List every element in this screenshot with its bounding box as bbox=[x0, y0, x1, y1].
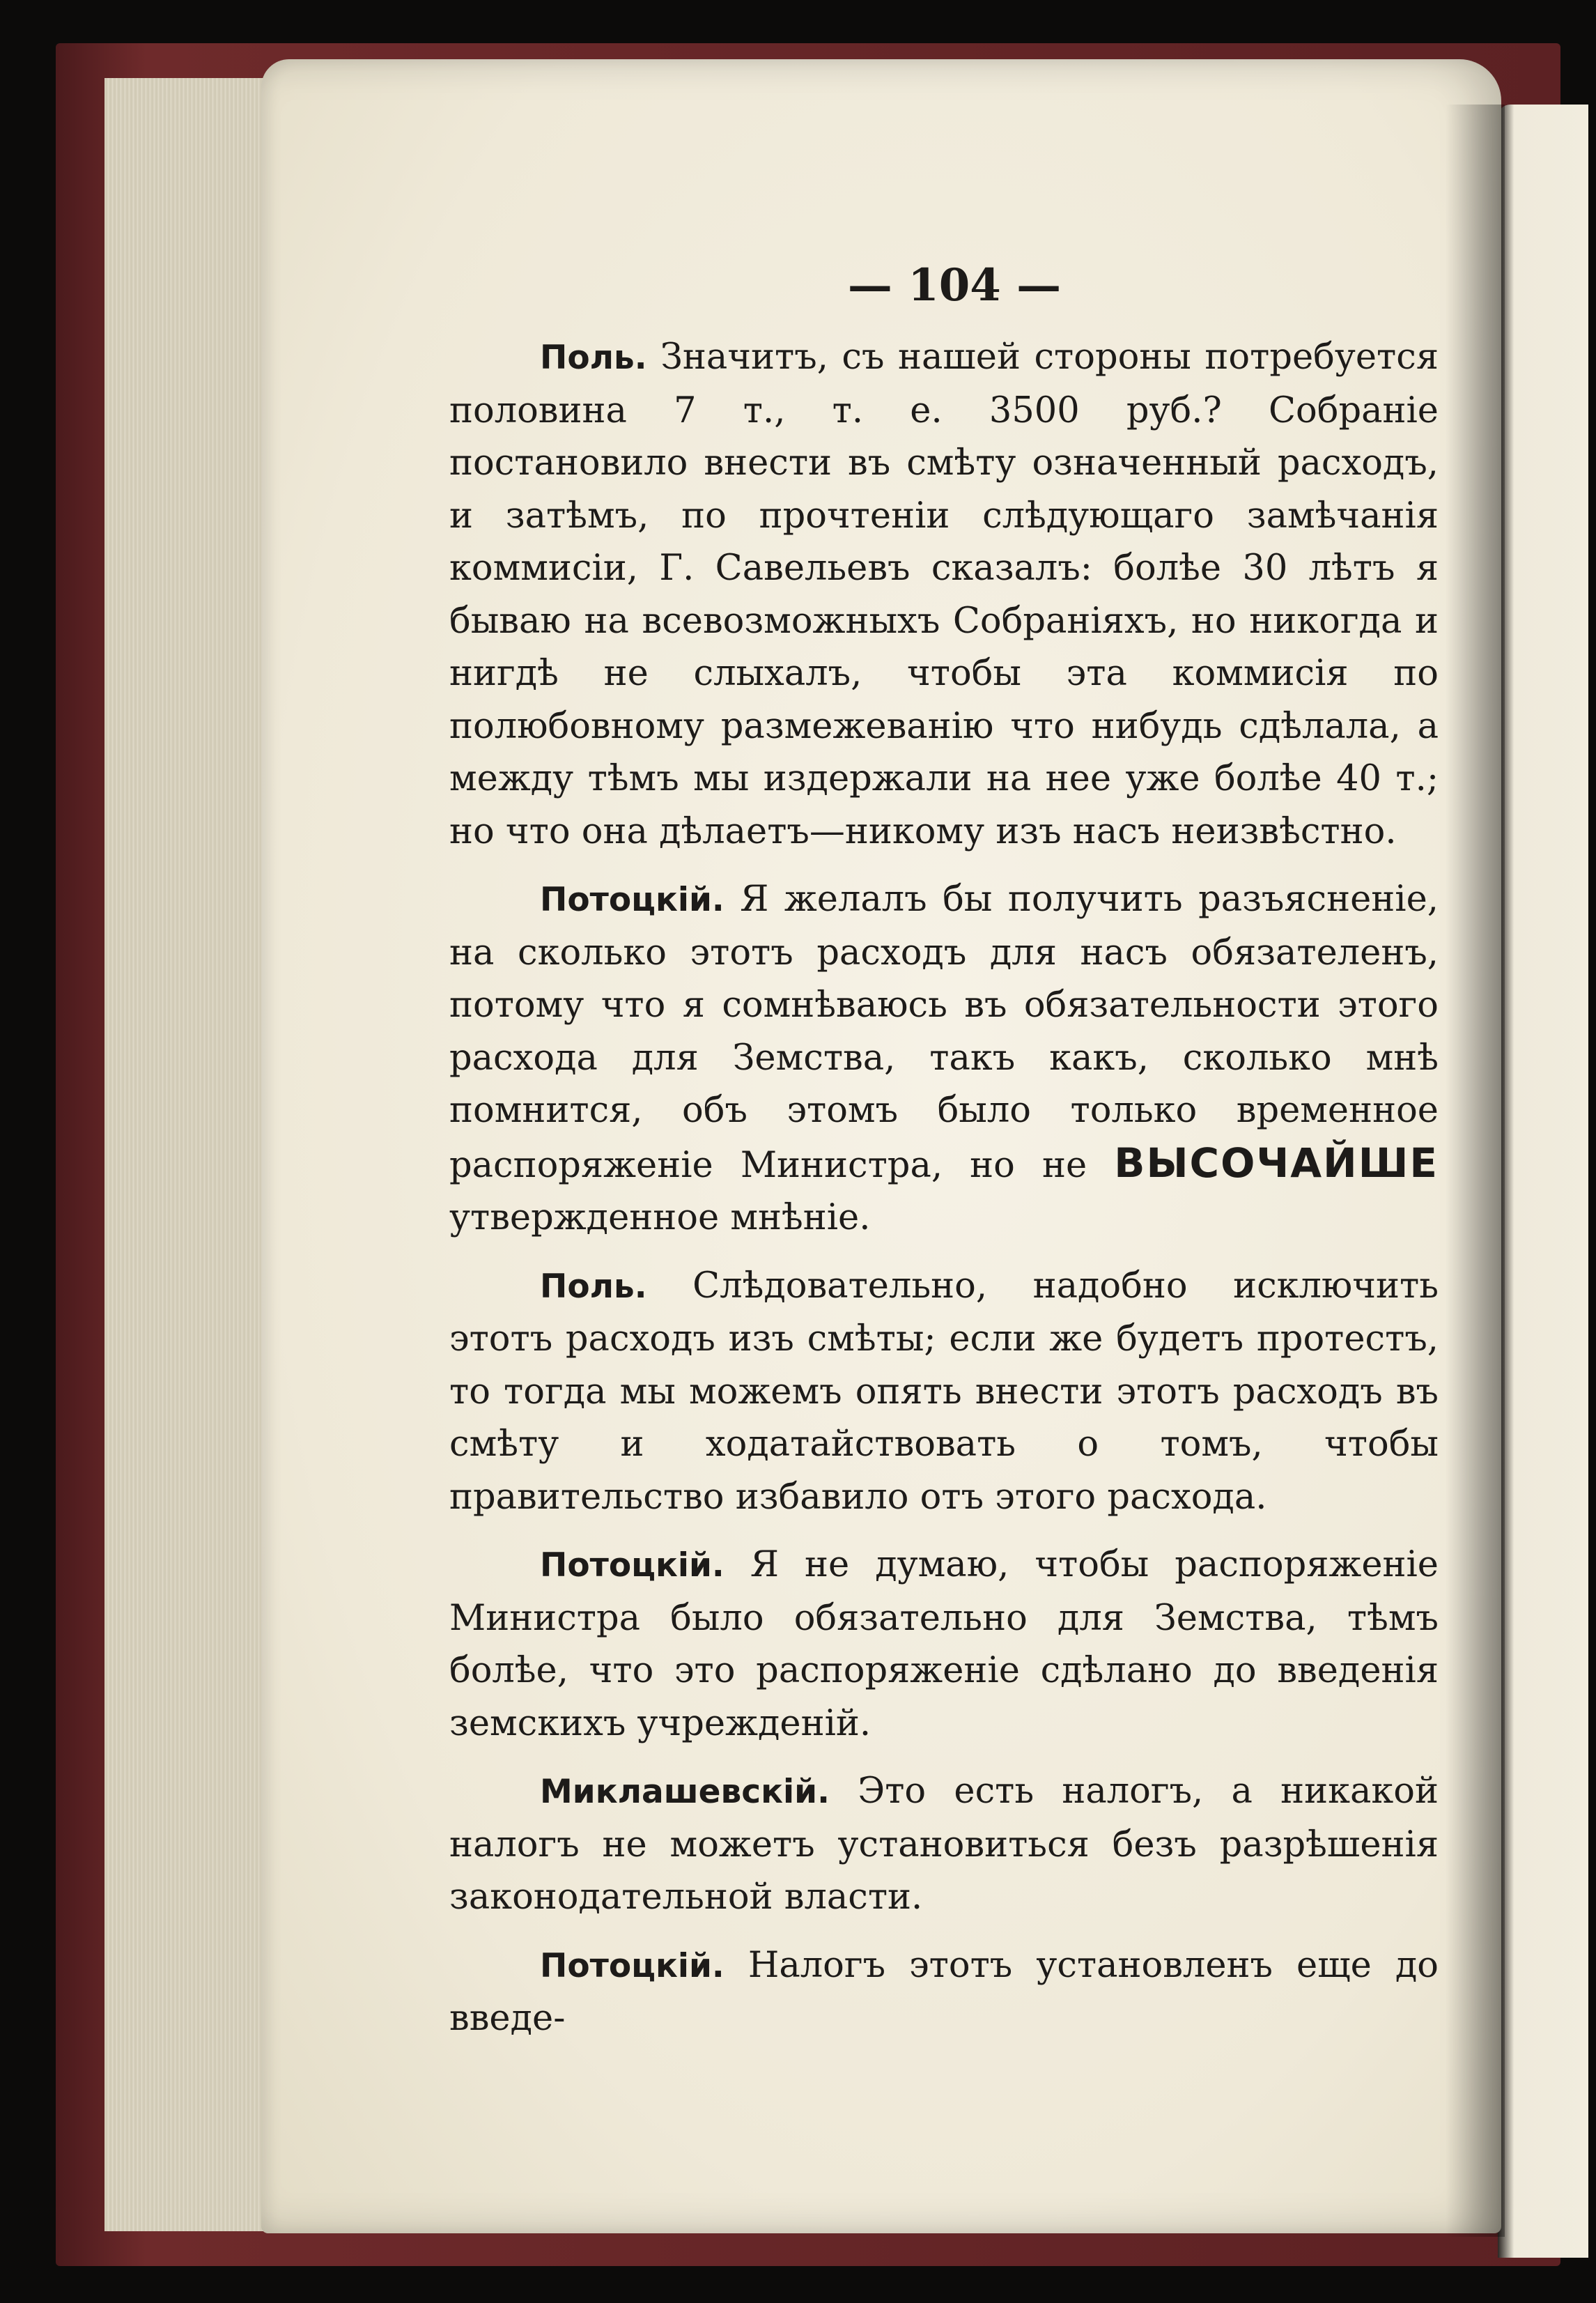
speaker-name: Потоцкій. bbox=[540, 1546, 725, 1585]
paragraph bbox=[449, 331, 1439, 858]
paragraph bbox=[449, 873, 1439, 1245]
paragraph-text: Я не думаю, чтобы распоряженіе Министра было обязательно для Земства, тѣмъ болѣе, что это распоряженіе сдѣлано до введенія земскихъ учрежденій. bbox=[449, 1544, 1439, 1744]
speaker-name: Потоцкій. bbox=[540, 1946, 725, 1985]
paragraph-text: Значитъ, съ нашей стороны потребуется половина 7 т., т. е. 3500 руб.? Собраніе постановило внести въ смѣту означенный расходъ, и затѣмъ, по прочтеніи слѣдующаго замѣчанія коммисіи, Г. Савельевъ сказалъ: болѣе 30 лѣтъ я бываю на всевозможныхъ Собраніяхъ, но никогда и нигдѣ не слыхалъ, чтобы эта коммисія по полюбовному размежеванію что нибудь сдѣлала, а между тѣмъ мы издержали на нее уже болѣе 40 т.; но что она дѣлаетъ—никому изъ насъ неизвѣстно. bbox=[449, 337, 1439, 852]
speaker-name: Миклашевскій. bbox=[540, 1773, 830, 1811]
paragraph-text: Я желалъ бы получить разъясненіе, на сколько этотъ расходъ для насъ обязателенъ, потому что я сомнѣваюсь въ обязательности этого расхода для Земства, такъ какъ, сколько мнѣ помнится, объ этомъ было только временное распоряженіе Министра, но не bbox=[449, 879, 1439, 1186]
facing-page bbox=[1498, 105, 1588, 2258]
page-text bbox=[449, 254, 1439, 2061]
paragraph bbox=[449, 1260, 1439, 1524]
paragraph bbox=[449, 1539, 1439, 1750]
paragraph-text: Слѣдовательно, надобно исключить этотъ расходъ изъ смѣты; если же будетъ протестъ, то тогда мы можемъ опять внести этотъ расходъ въ смѣту и ходатайствовать о томъ, чтобы правительство избавило отъ этого расхода. bbox=[449, 1265, 1439, 1518]
paragraph-text: Это есть налогъ, а никакой налогъ не можетъ установиться безъ разрѣшенія законодательной власти. bbox=[449, 1771, 1439, 1918]
speaker-name: Поль. bbox=[540, 1267, 647, 1306]
paragraph bbox=[449, 1939, 1439, 2045]
emphasized-word: ВЫСОЧАЙШЕ bbox=[1114, 1139, 1439, 1187]
paragraph-text: Налогъ этотъ установленъ еще до введе- bbox=[449, 1944, 1439, 2039]
paragraph-text-continued: утвержденное мнѣніе. bbox=[449, 1197, 871, 1238]
speaker-name: Поль. bbox=[540, 339, 647, 377]
page-edges bbox=[104, 78, 279, 2231]
speaker-name: Потоцкій. bbox=[540, 881, 725, 919]
paragraph bbox=[449, 1765, 1439, 1924]
gutter-shadow bbox=[1446, 105, 1505, 2237]
page-number: — 104 — bbox=[847, 259, 1062, 311]
